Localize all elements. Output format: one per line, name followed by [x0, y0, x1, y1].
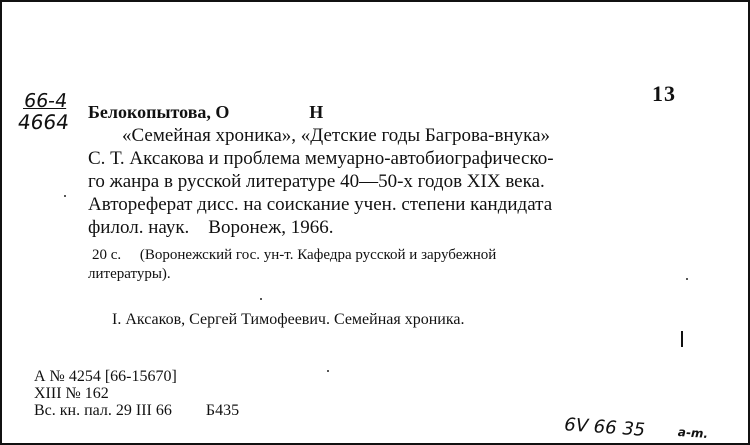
ink-speck — [64, 195, 66, 197]
description-line: филол. наук. Воронеж, 1966. — [88, 217, 334, 238]
author-initial: Н — [309, 102, 324, 122]
ink-speck — [260, 298, 262, 300]
call-number-top: 66-4 — [22, 90, 69, 112]
description-line: «Семейная хроника», «Детские годы Багрова-внука» — [122, 125, 551, 146]
imprint-note — [88, 246, 688, 284]
record-line: XIII № 162 — [34, 385, 109, 402]
subject-heading: I. Аксаков, Сергей Тимофеевич. Семейная хроника. — [112, 311, 465, 328]
imprint-line: 20 с. (Воронежский гос. ун-т. Кафедра русской и зарубежной — [92, 247, 497, 263]
record-info — [34, 368, 239, 419]
description-line: го жанра в русской литературе 40—50-х годов XIX века. — [88, 171, 545, 192]
ink-speck — [686, 278, 688, 280]
handwritten-suffix: a-m. — [676, 425, 710, 441]
author-name: Белокопытова, О — [88, 102, 230, 122]
imprint-line: литературы). — [88, 266, 171, 282]
handwritten-tracking-number: 6V 66 35 — [561, 414, 648, 441]
call-number-bottom: 4664 — [16, 110, 71, 134]
page-number: 13 — [652, 81, 676, 106]
bibliographic-description — [88, 101, 690, 239]
description-line: Автореферат дисс. на соискание учен. степени кандидата — [88, 194, 553, 215]
record-line: А № 4254 [66-15670] — [34, 368, 177, 385]
record-chamber: Вс. кн. пал. 29 III 66 — [34, 402, 172, 419]
record-line — [34, 402, 239, 419]
pencil-mark — [681, 331, 683, 347]
description-line: С. Т. Аксакова и проблема мемуарно-автобиографическо- — [88, 148, 554, 169]
record-suffix: Б435 — [205, 402, 240, 419]
ink-speck — [327, 370, 329, 372]
author-heading — [88, 101, 690, 124]
